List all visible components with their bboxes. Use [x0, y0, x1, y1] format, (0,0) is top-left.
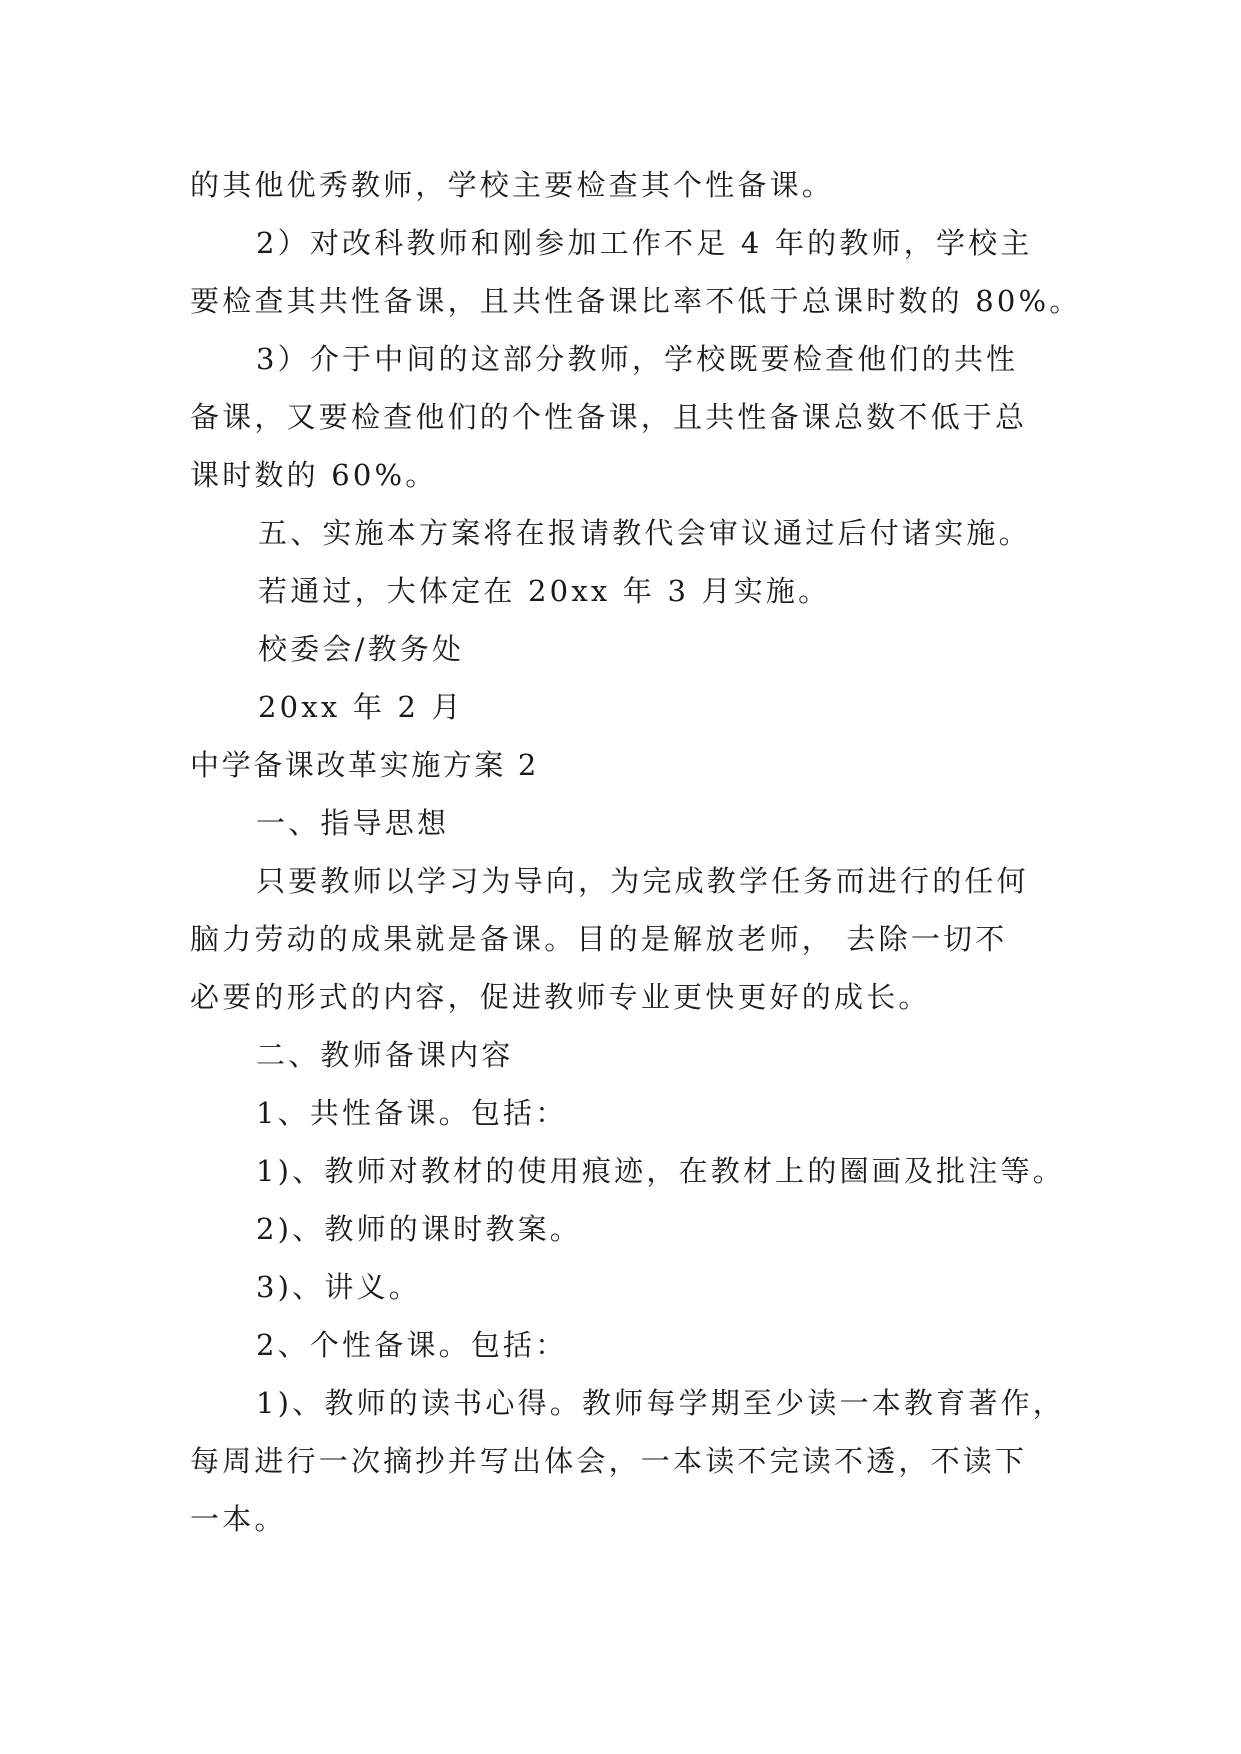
heading: 一、指导思想	[256, 806, 450, 840]
text-line: 1、共性备课。包括：	[256, 1096, 568, 1130]
text-line: 的其他优秀教师，学校主要检查其个性备课。	[190, 168, 835, 202]
text-line: 每周进行一次摘抄并写出体会，一本读不完读不透，不读下	[190, 1444, 1028, 1478]
heading: 二、教师备课内容	[256, 1038, 514, 1072]
text-line: 只要教师以学习为导向，为完成教学任务而进行的任何	[256, 864, 1029, 898]
text-line: 3）介于中间的这部分教师，学校既要检查他们的共性	[256, 342, 1019, 376]
text-line: 备课，又要检查他们的个性备课，且共性备课总数不低于总	[190, 400, 1028, 434]
text-line: 1)、教师对教材的使用痕迹，在教材上的圈画及批注等。	[256, 1154, 1065, 1188]
text-line: 要检查其共性备课，且共性备课比率不低于总课时数的 80%。	[190, 284, 1082, 318]
text-line: 脑力劳动的成果就是备课。目的是解放老师， 去除一切不	[190, 922, 1008, 956]
text-line: 3)、讲义。	[256, 1270, 421, 1304]
text-line: 一本。	[190, 1502, 287, 1536]
signature-date: 20xx 年 2 月	[258, 690, 464, 724]
signature-org: 校委会/教务处	[258, 632, 465, 666]
text-line: 2)、教师的课时教案。	[256, 1212, 582, 1246]
text-line: 必要的形式的内容，促进教师专业更快更好的成长。	[190, 980, 931, 1014]
text-line: 1)、教师的读书心得。教师每学期至少读一本教育著作，	[256, 1386, 1065, 1420]
text-line: 课时数的 60%。	[190, 458, 438, 492]
text-line: 若通过，大体定在 20xx 年 3 月实施。	[258, 574, 831, 608]
text-line: 2、个性备课。包括：	[256, 1328, 568, 1362]
text-line: 五、实施本方案将在报请教代会审议通过后付诸实施。	[258, 516, 1031, 550]
section-title: 中学备课改革实施方案 2	[190, 748, 539, 782]
text-line: 2）对改科教师和刚参加工作不足 4 年的教师，学校主	[256, 226, 1033, 260]
